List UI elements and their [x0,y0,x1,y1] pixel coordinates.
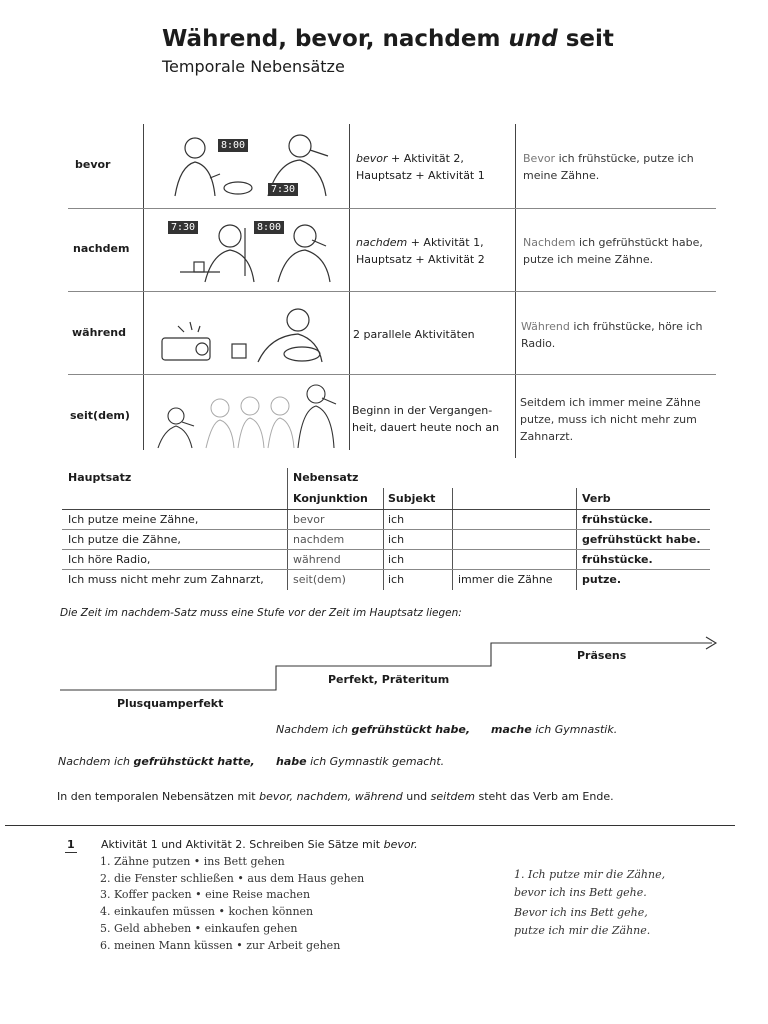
keyword-waehrend: während [72,326,127,339]
example-sentence-2a: Nachdem ich gefrühstückt hatte, [58,755,255,768]
keyword-bevor: bevor [75,158,111,171]
cell-konjunktion: nachdem [293,533,345,546]
cell-subjekt: ich [388,553,405,566]
cell-hauptsatz: Ich putze meine Zähne, [68,513,199,526]
example-waehrend: Während ich frühstücke, höre ich Radio. [521,320,703,350]
exercise-items [100,854,420,954]
label-plusquamperfekt: Plusquamperfekt [117,697,224,710]
description-waehrend: 2 parallele Aktivitäten [353,328,475,341]
example-sentence-2b: habe ich Gymnastik gemacht. [276,755,445,768]
example-nachdem: Nachdem ich gefrühstückt habe, putze ich meine Zähne. [523,236,703,266]
page-subtitle: Temporale Nebensätze [162,57,345,76]
cell-subjekt: ich [388,533,405,546]
list-item: 5. Geld abheben • einkaufen gehen [100,921,298,935]
exercise-task: Aktivität 1 und Aktivität 2. Schreiben Sie Sätze mit bevor. [101,838,418,851]
exercise-number: 1 [67,838,75,851]
cell-konjunktion: bevor [293,513,325,526]
cell-konjunktion: seit(dem) [293,573,346,586]
header-verb: Verb [582,492,611,505]
clock-label: 8:00 [218,139,248,152]
keyword-seitdem: seit(dem) [70,409,130,422]
cell-mittelfeld: immer die Zähne [458,573,553,586]
answer-line: 1. Ich putze mir die Zähne, [514,868,666,881]
answer-line: bevor ich ins Bett gehe. [514,886,647,899]
header-hauptsatz: Hauptsatz [68,471,132,484]
description-seitdem: Beginn in der Vergangen-heit, dauert heute noch an [352,404,500,434]
list-item: 6. meinen Mann küssen • zur Arbeit gehen [100,938,341,952]
answer-line: putze ich mir die Zähne. [514,924,651,937]
cell-subjekt: ich [388,513,405,526]
clock-label: 7:30 [268,183,298,196]
description-bevor: bevor + Aktivität 2, Hauptsatz + Aktivität 1 [356,152,485,182]
cell-konjunktion: während [293,553,341,566]
cell-verb: putze. [582,573,622,586]
example-sentence-1a: Nachdem ich gefrühstückt habe, [276,723,471,736]
cell-verb: frühstücke. [582,513,653,526]
sample-answer [514,866,734,940]
clock-label: 8:00 [254,221,284,234]
list-item: 4. einkaufen müssen • kochen können [100,905,314,919]
cell-verb: frühstücke. [582,553,653,566]
list-item: 2. die Fenster schließen • aus dem Haus gehen [100,871,365,885]
example-sentence-1b: mache ich Gymnastik. [491,723,618,736]
page-title: Während, bevor, nachdem und seit [162,26,614,52]
example-seitdem: Seitdem ich immer meine Zähne putze, muss ich nicht mehr zum Zahnarzt. [520,396,701,443]
cell-hauptsatz: Ich putze die Zähne, [68,533,181,546]
answer-line: Bevor ich ins Bett gehe, [514,906,648,919]
section-divider [5,825,735,826]
cell-hauptsatz: Ich muss nicht mehr zum Zahnarzt, [68,573,264,586]
list-item: 1. Zähne putzen • ins Bett gehen [100,855,285,868]
header-konjunktion: Konjunktion [293,492,368,505]
clock-label: 7:30 [168,221,198,234]
tense-note: Die Zeit im nachdem-Satz muss eine Stufe vor der Zeit im Hauptsatz liegen: [60,607,462,619]
cell-subjekt: ich [388,573,405,586]
label-praesens: Präsens [577,649,627,662]
keyword-nachdem: nachdem [73,242,130,255]
example-bevor: Bevor ich frühstücke, putze ich meine Zähne. [523,152,694,182]
description-nachdem: nachdem + Aktivität 1, Hauptsatz + Aktivität 2 [356,236,485,266]
cell-hauptsatz: Ich höre Radio, [68,553,151,566]
grammar-rule: In den temporalen Nebensätzen mit bevor, nachdem, während und seitdem steht das Verb am Ende. [57,790,614,803]
list-item: 3. Koffer packen • eine Reise machen [100,888,311,902]
header-subjekt: Subjekt [388,492,436,505]
cell-verb: gefrühstückt habe. [582,533,701,546]
header-nebensatz: Nebensatz [293,471,359,484]
label-perfekt: Perfekt, Präteritum [328,673,450,686]
